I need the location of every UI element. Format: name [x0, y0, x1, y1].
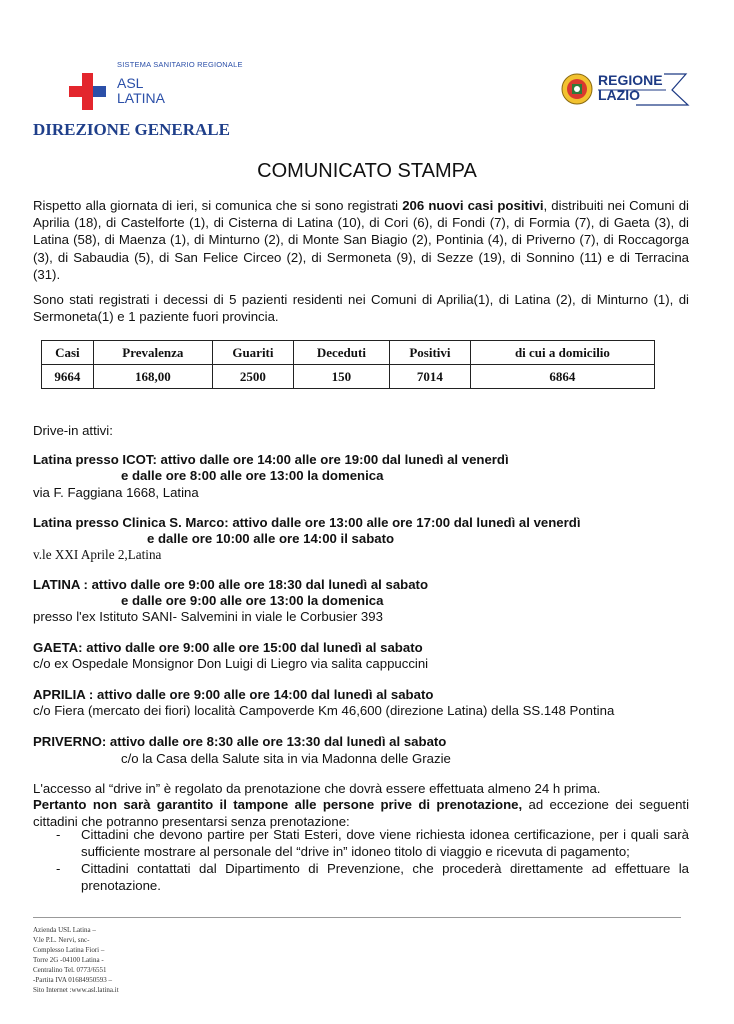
regione-lazio-text: REGIONE LAZIO — [598, 72, 663, 103]
bullet-dash-icon: - — [56, 861, 61, 876]
table-header-cell: Casi — [42, 341, 94, 365]
regione-lazio-emblem-icon — [561, 73, 593, 105]
warning-paragraph: Pertanto non sarà garantito il tampone alle persone prive di prenotazione, ad eccezione dei seguenti cittadini che potranno presentarsi senza prenotazione: — [33, 797, 690, 829]
department-heading: DIREZIONE GENERALE — [33, 120, 230, 139]
stats-table — [41, 340, 655, 389]
drive-in-latina-address: presso l'ex Istituto SANI- Salvemini in viale le Corbusier 393 — [33, 609, 383, 624]
asl-logo-text: ASL LATINA — [117, 75, 165, 106]
drive-in-gaeta-hours: GAETA: attivo dalle ore 9:00 alle ore 15:00 dal lunedì al sabato — [33, 640, 423, 655]
footer-address: Azienda USL Latina – V.le P.L. Nervi, snc- Complesso Latina Fiori – Torre 2G -04100 Latina - Centralino Tel. 0773/6551 -Partita IVA 01684950593 – Sito Internet :www.asl.latina.it — [33, 926, 119, 994]
drive-in-priverno-address: c/o la Casa della Salute sita in via Madonna delle Grazie — [121, 751, 451, 766]
exceptions-list — [33, 826, 689, 894]
table-cell: 150 — [293, 365, 389, 389]
drive-in-heading: Drive-in attivi: — [33, 423, 113, 438]
page-title: COMUNICATO STAMPA — [257, 160, 477, 182]
footer-website: Sito Internet :www.asl.latina.it — [33, 986, 119, 994]
table-cell: 6864 — [470, 365, 654, 389]
asl-cross-logo-icon — [69, 73, 106, 110]
table-header-row — [42, 341, 655, 365]
table-cell: 2500 — [212, 365, 293, 389]
intro-paragraph: Rispetto alla giornata di ieri, si comunica che si sono registrati 206 nuovi casi positivi, distribuiti nei Comuni di Aprilia (18), di Castelforte (1), di Cisterna di Latina (10), di Cori (6), di Fondi (7), di Formia (7), di Gaeta (3), di Latina (58), di Maenza (1), di Minturno (2), di Monte San Biagio (2), Pontinia (4), di Priverno (7), di Roccagorga (3), di Sabaudia (5), di San Felice Circeo (2), di Sermoneta (9), di Sezze (19), di Sonnino (11) e di Terracina (31). — [33, 198, 689, 282]
drive-in-icot-hours: Latina presso ICOT: attivo dalle ore 14:00 alle ore 19:00 dal lunedì al venerdì — [33, 452, 509, 467]
asl-subtitle: SISTEMA SANITARIO REGIONALE — [117, 60, 243, 69]
table-header-cell: Positivi — [389, 341, 470, 365]
footer-divider — [33, 917, 681, 918]
drive-in-aprilia-address: c/o Fiera (mercato dei fiori) località Campoverde Km 46,600 (direzione Latina) della SS.148 Pontina — [33, 703, 615, 718]
drive-in-priverno-hours: PRIVERNO: attivo dalle ore 8:30 alle ore 13:30 dal lunedì al sabato — [33, 734, 447, 749]
access-note: L'accesso al “drive in” è regolato da prenotazione che dovrà essere effettuata almeno 24 h prima. — [33, 781, 601, 796]
table-header-cell: Prevalenza — [93, 341, 212, 365]
drive-in-gaeta-address: c/o ex Ospedale Monsignor Don Luigi di Liegro via salita cappuccini — [33, 656, 429, 671]
list-item: - Cittadini contattati dal Dipartimento di Prevenzione, che procederà direttamente ad effettuare la prenotazione. — [56, 861, 689, 893]
drive-in-aprilia-hours: APRILIA : attivo dalle ore 9:00 alle ore 14:00 dal lunedì al sabato — [33, 687, 434, 702]
bullet-dash-icon: - — [56, 827, 61, 842]
table-header-cell: Guariti — [212, 341, 293, 365]
drive-in-icot-address: via F. Faggiana 1668, Latina — [33, 485, 199, 500]
drive-in-latina-hours: LATINA : attivo dalle ore 9:00 alle ore 18:30 dal lunedì al sabato — [33, 577, 429, 592]
table-cell: 168,00 — [93, 365, 212, 389]
drive-in-icot-hours-2: e dalle ore 8:00 alle ore 13:00 la domenica — [121, 468, 384, 483]
drive-in-smarco-address: v.le XXI Aprile 2,Latina — [33, 547, 162, 562]
drive-in-smarco-hours: Latina presso Clinica S. Marco: attivo dalle ore 13:00 alle ore 17:00 dal lunedì al venerdì — [33, 515, 581, 530]
table-row — [42, 365, 655, 389]
table-header-cell: di cui a domicilio — [470, 341, 654, 365]
table-cell: 7014 — [389, 365, 470, 389]
table-cell: 9664 — [42, 365, 94, 389]
deaths-paragraph: Sono stati registrati i decessi di 5 pazienti residenti nei Comuni di Aprilia(1), di Latina (2), di Minturno (1), di Sermoneta(1) e 1 paziente fuori provincia. — [33, 292, 689, 325]
drive-in-latina-hours-2: e dalle ore 9:00 alle ore 13:00 la domenica — [121, 593, 384, 608]
list-item: - Cittadini che devono partire per Stati Esteri, dove viene richiesta idonea certificazione, per i quali sarà sufficiente mostrare al personale del “drive in” idoneo titolo di viaggio e ricevuta di pagamento; — [56, 827, 689, 859]
new-cases-highlight: 206 nuovi casi positivi — [402, 198, 544, 213]
drive-in-smarco-hours-2: e dalle ore 10:00 alle ore 14:00 il sabato — [147, 531, 395, 546]
table-header-cell: Deceduti — [293, 341, 389, 365]
